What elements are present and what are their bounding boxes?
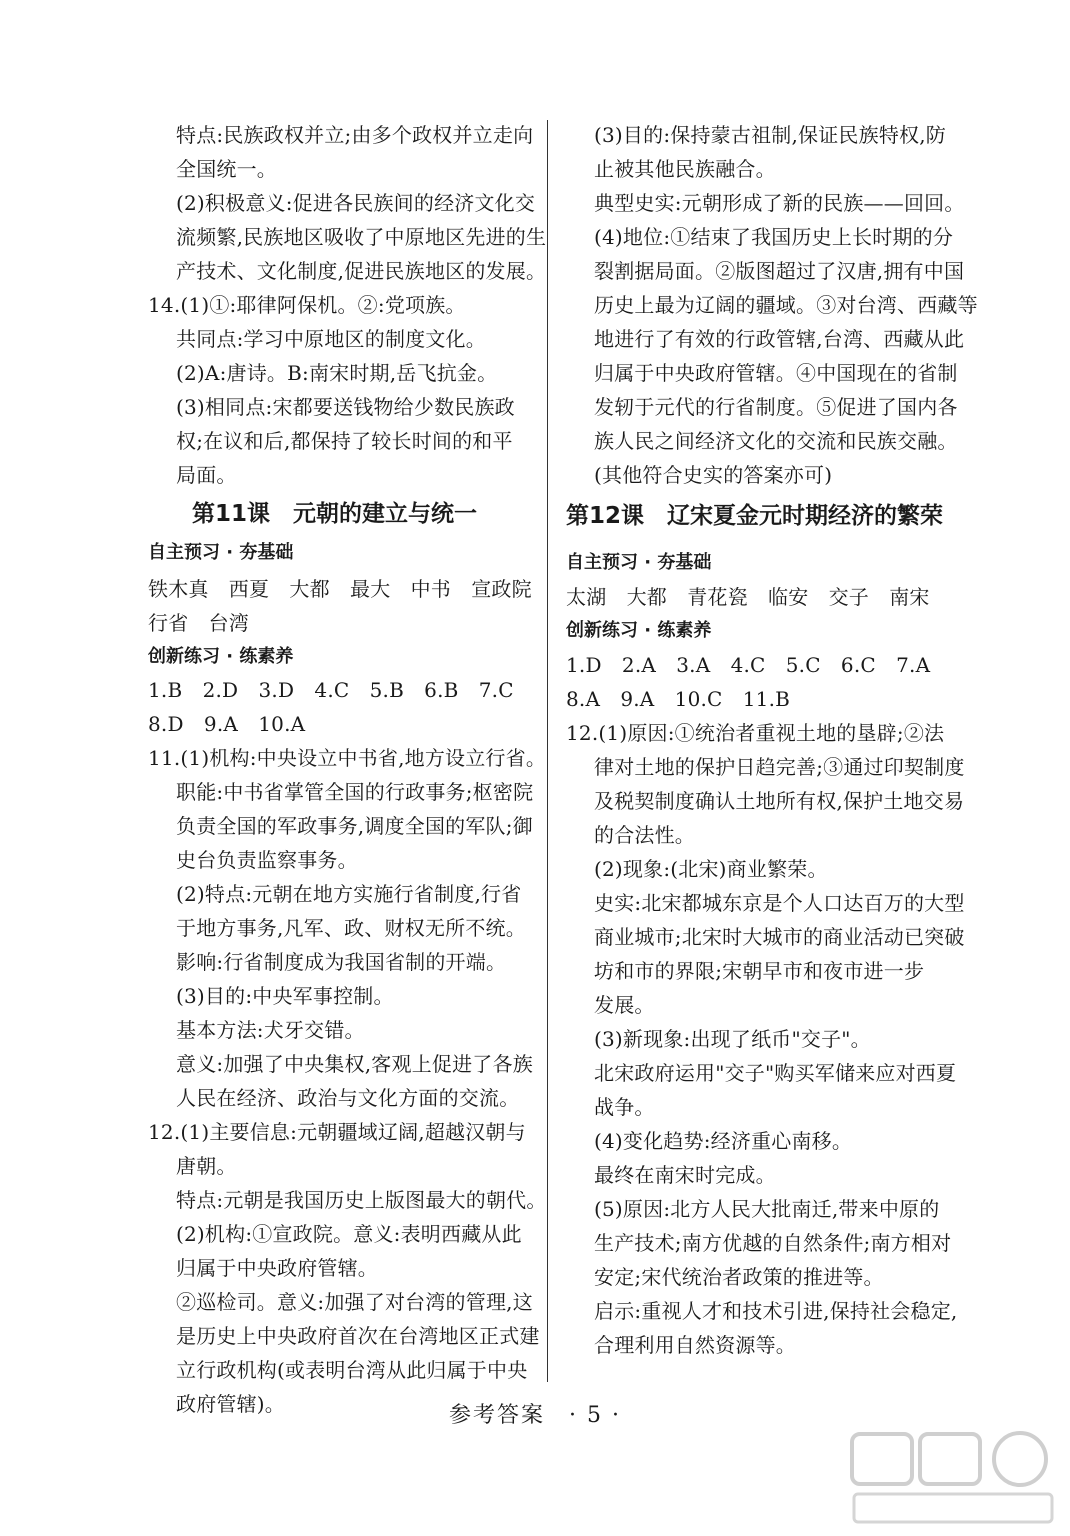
- text-line: 特点:民族政权并立;由多个政权并立走向: [176, 123, 534, 147]
- text-line: 14.(1)①:耶律阿保机。②:党项族。: [148, 293, 466, 317]
- text-line: 局面。: [176, 463, 237, 487]
- text-line: 归属于中央政府管辖。: [176, 1256, 378, 1280]
- text-line: (其他符合史实的答案亦可): [594, 463, 833, 487]
- text-line: 全国统一。: [176, 157, 277, 181]
- text-line: 影响:行省制度成为我国省制的开端。: [176, 950, 507, 974]
- text-line: (3)目的:中央军事控制。: [176, 984, 394, 1008]
- text-line: 坊和市的界限;宋朝早市和夜市进一步: [594, 959, 925, 983]
- text-line: 11.(1)机构:中央设立中书省,地方设立行省。: [148, 746, 547, 770]
- text-line: 归属于中央政府管辖。④中国现在的省制: [594, 361, 958, 385]
- text-line: 共同点:学习中原地区的制度文化。: [176, 327, 486, 351]
- text-line: 于地方事务,凡军、政、财权无所不统。: [176, 916, 526, 940]
- watermark-logo-icon: [848, 1428, 1058, 1528]
- text-line: (2)特点:元朝在地方实施行省制度,行省: [176, 882, 522, 906]
- text-line: 1.D 2.A 3.A 4.C 5.C 6.C 7.A: [566, 653, 931, 677]
- text-line: 族人民之间经济文化的交流和民族交融。: [594, 429, 958, 453]
- text-line: 启示:重视人才和技术引进,保持社会稳定,: [594, 1299, 958, 1323]
- text-line: 商业城市;北宋时大城市的商业活动已突破: [594, 925, 965, 949]
- text-line: (4)地位:①结束了我国历史上长时期的分: [594, 225, 954, 249]
- text-line: 1.B 2.D 3.D 4.C 5.B 6.B 7.C: [148, 678, 514, 702]
- text-line: (4)变化趋势:经济重心南移。: [594, 1129, 853, 1153]
- text-line: 负责全国的军政事务,调度全国的军队;御: [176, 814, 533, 838]
- text-line: (3)目的:保持蒙古祖制,保证民族特权,防: [594, 123, 946, 147]
- text-line: 历史上最为辽阔的疆域。③对台湾、西藏等: [594, 293, 978, 317]
- section-subheading: 创新练习 · 练素养: [566, 620, 712, 641]
- page-footer: 参考答案 · 5 ·: [449, 1403, 621, 1428]
- lesson-heading: 第12课 辽宋夏金元时期经济的繁荣: [566, 503, 944, 529]
- section-subheading: 创新练习 · 练素养: [148, 646, 294, 667]
- text-line: (2)机构:①宣政院。意义:表明西藏从此: [176, 1222, 522, 1246]
- text-line: 8.A 9.A 10.C 11.B: [566, 687, 791, 711]
- text-line: (3)相同点:宋都要送钱物给少数民族政: [176, 395, 515, 419]
- lesson-heading: 第11课 元朝的建立与统一: [192, 501, 478, 527]
- text-line: 权;在议和后,都保持了较长时间的和平: [176, 429, 513, 453]
- text-line: 产技术、文化制度,促进民族地区的发展。: [176, 259, 547, 283]
- text-line: 最终在南宋时完成。: [594, 1163, 776, 1187]
- text-line: 安定;宋代统治者政策的推进等。: [594, 1265, 884, 1289]
- text-line: 流频繁,民族地区吸收了中原地区先进的生: [176, 225, 547, 249]
- text-line: 及税契制度确认土地所有权,保护土地交易: [594, 789, 965, 813]
- text-line: 立行政机构(或表明台湾从此归属于中央: [176, 1358, 528, 1382]
- text-line: (2)现象:(北宋)商业繁荣。: [594, 857, 828, 881]
- text-line: 8.D 9.A 10.A: [148, 712, 306, 736]
- text-line: 意义:加强了中央集权,客观上促进了各族: [176, 1052, 533, 1076]
- text-line: 12.(1)原因:①统治者重视土地的垦辟;②法: [566, 721, 945, 745]
- text-line: (2)积极意义:促进各民族间的经济文化交: [176, 191, 536, 215]
- text-line: 地进行了有效的行政管辖,台湾、西藏从此: [594, 327, 965, 351]
- text-line: (3)新现象:出现了纸币"交子"。: [594, 1027, 871, 1051]
- text-line: 政府管辖)。: [176, 1392, 286, 1416]
- text-line: 发轫于元代的行省制度。⑤促进了国内各: [594, 395, 958, 419]
- text-line: 生产技术;南方优越的自然条件;南方相对: [594, 1231, 952, 1255]
- text-line: 合理利用自然资源等。: [594, 1333, 796, 1357]
- text-line: 基本方法:犬牙交错。: [176, 1018, 365, 1042]
- text-line: 史台负责监察事务。: [176, 848, 358, 872]
- text-line: 的合法性。: [594, 823, 695, 847]
- text-line: 唐朝。: [176, 1154, 237, 1178]
- text-line: ②巡检司。意义:加强了对台湾的管理,这: [176, 1290, 533, 1314]
- text-line: 律对土地的保护日趋完善;③通过印契制度: [594, 755, 965, 779]
- text-line: 典型史实:元朝形成了新的民族——回回。: [594, 191, 965, 215]
- text-line: 人民在经济、政治与文化方面的交流。: [176, 1086, 520, 1110]
- text-line: 发展。: [594, 993, 655, 1017]
- text-line: (2)A:唐诗。B:南宋时期,岳飞抗金。: [176, 361, 498, 385]
- text-line: 铁木真 西夏 大都 最大 中书 宣政院: [148, 577, 532, 601]
- text-line: 职能:中书省掌管全国的行政事务;枢密院: [176, 780, 534, 804]
- text-line: 止被其他民族融合。: [594, 157, 776, 181]
- text-line: 行省 台湾: [148, 611, 249, 635]
- text-line: 太湖 大都 青花瓷 临安 交子 南宋: [566, 585, 930, 609]
- text-line: 战争。: [594, 1095, 655, 1119]
- text-line: 裂割据局面。②版图超过了汉唐,拥有中国: [594, 259, 965, 283]
- section-subheading: 自主预习 · 夯基础: [566, 552, 712, 573]
- text-line: 史实:北宋都城东京是个人口达百万的大型: [594, 891, 965, 915]
- text-line: 北宋政府运用"交子"购买军储来应对西夏: [594, 1061, 957, 1085]
- text-line: 特点:元朝是我国历史上版图最大的朝代。: [176, 1188, 547, 1212]
- text-line: 是历史上中央政府首次在台湾地区正式建: [176, 1324, 540, 1348]
- column-divider: [547, 120, 548, 1382]
- text-line: 12.(1)主要信息:元朝疆域辽阔,超越汉朝与: [148, 1120, 526, 1144]
- text-line: (5)原因:北方人民大批南迁,带来中原的: [594, 1197, 940, 1221]
- section-subheading: 自主预习 · 夯基础: [148, 542, 294, 563]
